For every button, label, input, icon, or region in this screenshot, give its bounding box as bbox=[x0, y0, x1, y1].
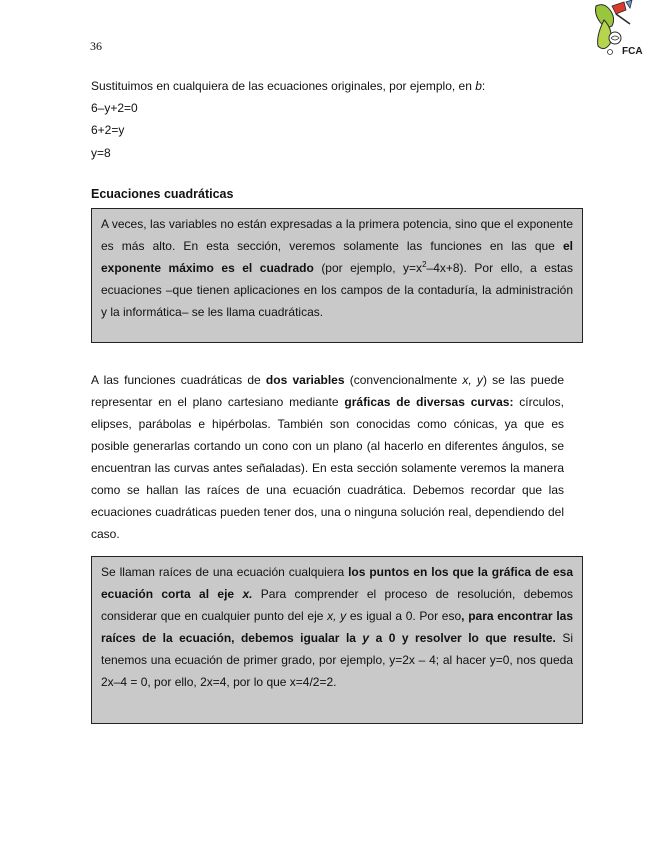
paragraph-text-2: (convencionalmente bbox=[344, 373, 463, 387]
definition-box-quadratic bbox=[91, 208, 583, 343]
box2-bold-italic-2: y bbox=[362, 631, 370, 645]
box1-bold-1: el exponente máximo es el cuadrado bbox=[101, 239, 573, 275]
paragraph-bold-2: gráficas de diversas curvas: bbox=[344, 395, 514, 409]
logo-caption: FCA bbox=[622, 46, 643, 57]
definition-box-roots bbox=[91, 556, 583, 724]
box1-superscript: 2 bbox=[422, 260, 427, 269]
equation-1: 6–y+2=0 bbox=[91, 101, 138, 115]
box1-text-2: (por ejemplo, y=x bbox=[313, 261, 423, 275]
box2-text-2: Para comprender el proceso de resolución, debemos considerar que en cualquier punto del eje bbox=[101, 587, 574, 623]
equation-3: y=8 bbox=[91, 146, 111, 160]
substitution-text: Sustituimos en cualquiera de las ecuaciones originales, por ejemplo, en bbox=[91, 79, 476, 93]
box2-bold-3: a 0 y resolver lo que resulte. bbox=[369, 631, 556, 645]
box1-text-3: –4x+8). Por ello, a estas ecuaciones –que tienen aplicaciones en los campos de la contaduría, la administración y la informática– se les llama cuadráticas. bbox=[101, 261, 573, 319]
box2-text-3: es igual a 0. Por eso bbox=[346, 609, 462, 623]
box2-bold-1: los puntos en los que la gráfica de esa ecuación corta al eje bbox=[101, 565, 573, 601]
faculty-logo bbox=[590, 0, 652, 58]
paragraph-text-4: círculos, elipses, parábolas e hipérbolas. También son conocidas como cónicas, ya que es posible generarlas cortando un cono con un plano (al hacerlo en diferentes ángulos, se encuentran las curvas antes señaladas). En esta sección solamente veremos la manera como se hallan las raíces de una ecuación cuadrática. Debemos recordar que las ecuaciones cuadráticas pueden tener dos, una o ninguna solución real, dependiendo del caso. bbox=[91, 395, 564, 541]
box1-text-1: A veces, las variables no están expresadas a la primera potencia, sino que el exponente es más alto. En esta sección, veremos solamente las funciones en las que bbox=[101, 217, 573, 253]
box2-bold-italic-1: x. bbox=[242, 587, 253, 601]
roots-text bbox=[101, 561, 573, 693]
paragraph-italic-1: x, y bbox=[462, 373, 483, 387]
section-title: Ecuaciones cuadráticas bbox=[91, 187, 234, 201]
box2-text-1: Se llaman raíces de una ecuación cualquiera bbox=[101, 565, 349, 579]
body-paragraph bbox=[91, 369, 564, 545]
box2-bold-2: , para encontrar las raíces de la ecuación, debemos igualar la bbox=[101, 609, 573, 645]
paragraph-text bbox=[91, 369, 564, 545]
page-number: 36 bbox=[90, 39, 102, 53]
substitution-colon: : bbox=[481, 79, 486, 93]
definition-text bbox=[101, 213, 573, 323]
box2-italic-1: x, y bbox=[327, 609, 347, 623]
paragraph-text-3: ) se las puede representar en el plano cartesiano mediante bbox=[91, 373, 564, 409]
paragraph-bold-1: dos variables bbox=[265, 373, 345, 387]
box2-text-4: Si tenemos una ecuación de primer grado, por ejemplo, y=2x – 4; al hacer y=0, nos queda 2x–4 = 0, por ello, 2x=4, por lo que x=4/2=2. bbox=[101, 631, 573, 689]
substitution-variable: b bbox=[475, 79, 482, 93]
paragraph-text-1: A las funciones cuadráticas de bbox=[91, 373, 266, 387]
substitution-line bbox=[91, 78, 485, 94]
equation-2: 6+2=y bbox=[91, 123, 125, 137]
